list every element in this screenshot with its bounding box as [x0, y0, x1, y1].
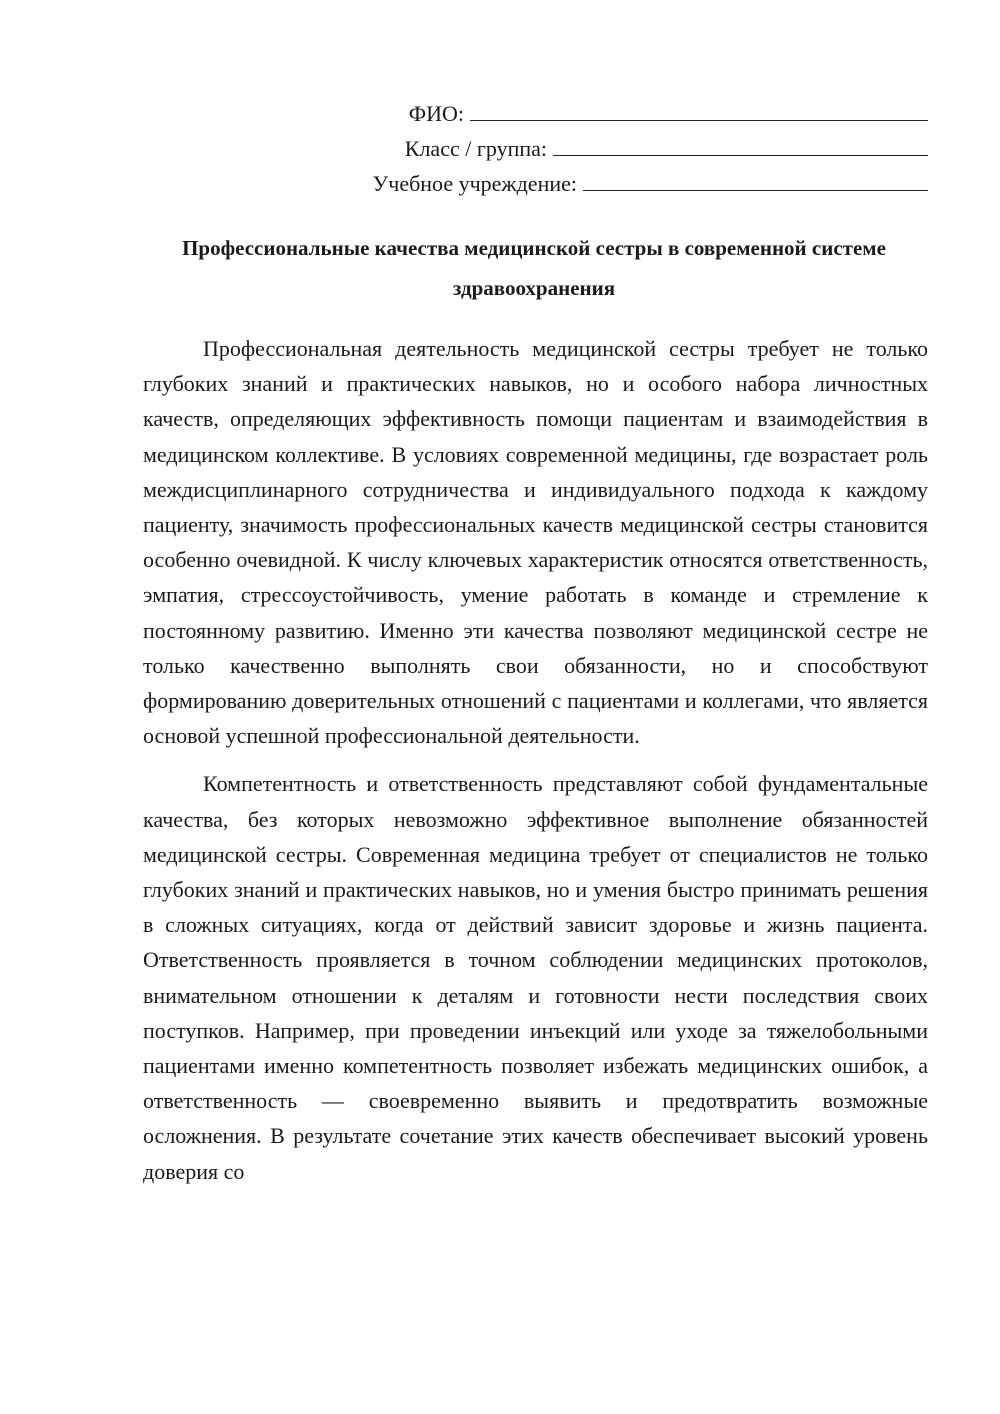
school-blank-line	[583, 168, 928, 191]
class-row	[328, 131, 928, 166]
document-body	[143, 331, 928, 1202]
student-info-header	[328, 96, 928, 201]
fio-row	[328, 96, 928, 131]
fio-blank-line	[470, 98, 928, 121]
paragraph-1: Профессиональная деятельность медицинской сестры требует не только глубоких знаний и практических навыков, но и особого набора личностных качеств, определяющих эффективность помощи пациентам и взаимодействия в медицинском коллективе. В условиях современной медицины, где возрастает роль междисциплинарного сотрудничества и индивидуального подхода к каждому пациенту, значимость профессиональных качеств медицинской сестры становится особенно очевидной. К числу ключевых характеристик относятся ответственность, эмпатия, стрессоустойчивость, умение работать в команде и стремление к постоянному развитию. Именно эти качества позволяют медицинской сестре не только качественно выполнять свои обязанности, но и способствуют формированию доверительных отношений с пациентами и коллегами, что является основой успешной профессиональной деятельности.	[143, 336, 928, 749]
paragraph-2: Компетентность и ответственность представляют собой фундаментальные качества, без которых невозможно эффективное выполнение обязанностей медицинской сестры. Современная медицина требует от специалистов не только глубоких знаний и практических навыков, но и умения быстро принимать решения в сложных ситуациях, когда от действий зависит здоровье и жизнь пациента. Ответственность проявляется в точном соблюдении медицинских протоколов, внимательном отношении к деталям и готовности нести последствия своих поступков. Например, при проведении инъекций или уходе за тяжелобольными пациентами именно компетентность позволяет избежать медицинских ошибок, а ответственность — своевременно выявить и предотвратить возможные осложнения. В результате сочетание этих качеств обеспечивает высокий уровень доверия со	[143, 771, 928, 1184]
fio-label: ФИО:	[408, 101, 464, 126]
school-label: Учебное учреждение:	[372, 171, 577, 196]
class-blank-line	[553, 133, 928, 156]
class-label: Класс / группа:	[404, 136, 547, 161]
document-title: Профессиональные качества медицинской сестры в современной системе здравоохранения	[182, 236, 886, 300]
school-row	[328, 166, 928, 201]
